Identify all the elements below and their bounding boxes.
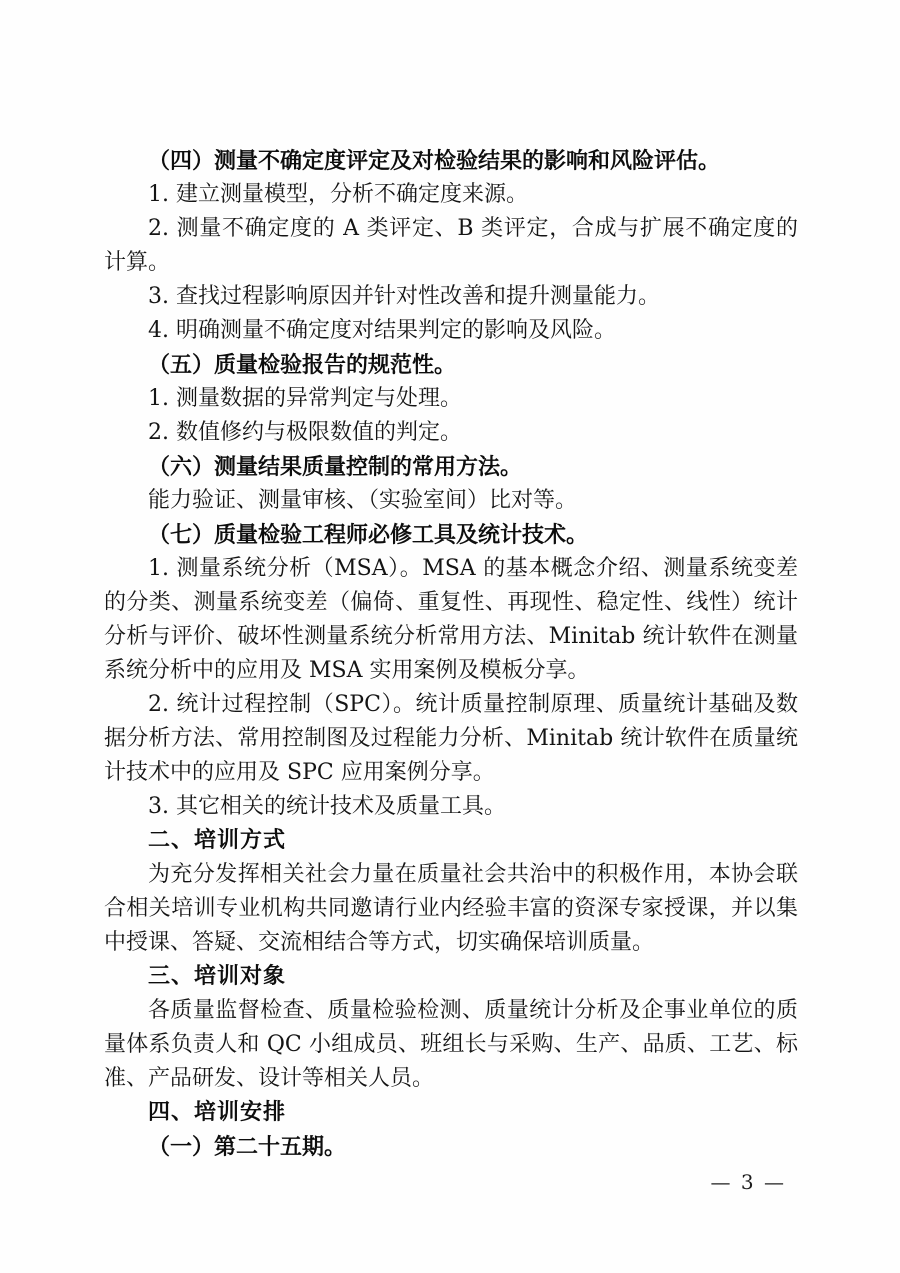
para-training-audience: 各质量监督检查、质量检验检测、质量统计分析及企事业单位的质量体系负责人和 QC 小组成员、班组长与采购、生产、品质、工艺、标准、产品研发、设计等相关人员。 xyxy=(104,998,798,1091)
item-process-improvement: 3. 查找过程影响原因并针对性改善和提升测量能力。 xyxy=(148,284,660,309)
item-uncertainty-risk: 4. 明确测量不确定度对结果判定的影响及风险。 xyxy=(148,318,616,343)
item-build-measurement-model: 1. 建立测量模型，分析不确定度来源。 xyxy=(148,182,528,207)
heading-4-training-schedule: 四、培训安排 xyxy=(148,1100,287,1125)
heading-session-25: （一）第二十五期。 xyxy=(148,1134,347,1160)
page-number: — 3 — xyxy=(710,1170,786,1194)
para-training-method: 为充分发挥相关社会力量在质量社会共治中的积极作用，本协会联合相关培训专业机构共同邀请行业内经验丰富的资深专家授课，并以集中授课、答疑、交流相结合等方式，切实确保培训质量。 xyxy=(104,862,798,955)
item-spc-control: 2. 统计过程控制（SPC）。统计质量控制原理、质量统计基础及数据分析方法、常用控制图及过程能力分析、Minitab 统计软件在质量统计技术中的应用及 SPC 应用案例分享。 xyxy=(104,692,798,785)
heading-section-4-uncertainty: （四）测量不确定度评定及对检验结果的影响和风险评估。 xyxy=(148,148,721,174)
heading-3-training-audience: 三、培训对象 xyxy=(148,964,287,989)
heading-section-5-report-standard: （五）质量检验报告的规范性。 xyxy=(148,352,457,378)
item-abnormal-data: 1. 测量数据的异常判定与处理。 xyxy=(148,386,462,411)
item-msa-analysis: 1. 测量系统分析（MSA）。MSA 的基本概念介绍、测量系统变差的分类、测量系统变差（偏倚、重复性、再现性、稳定性、线性）统计分析与评价、破坏性测量系统分析常用方法、Minitab 统计软件在测量系统分析中的应用及 MSA 实用案例及模板分享。 xyxy=(104,556,798,683)
heading-section-7-engineer-tools: （七）质量检验工程师必修工具及统计技术。 xyxy=(148,522,589,548)
item-uncertainty-evaluation: 2. 测量不确定度的 A 类评定、B 类评定，合成与扩展不确定度的计算。 xyxy=(104,216,798,275)
document-body xyxy=(104,144,798,1164)
item-other-statistical-tools: 3. 其它相关的统计技术及质量工具。 xyxy=(148,794,506,819)
item-capability-verification: 能力验证、测量审核、（实验室间）比对等。 xyxy=(148,488,578,513)
heading-section-6-quality-control-methods: （六）测量结果质量控制的常用方法。 xyxy=(148,454,523,480)
item-numerical-rounding: 2. 数值修约与极限数值的判定。 xyxy=(148,420,462,445)
heading-2-training-method: 二、培训方式 xyxy=(148,828,287,853)
